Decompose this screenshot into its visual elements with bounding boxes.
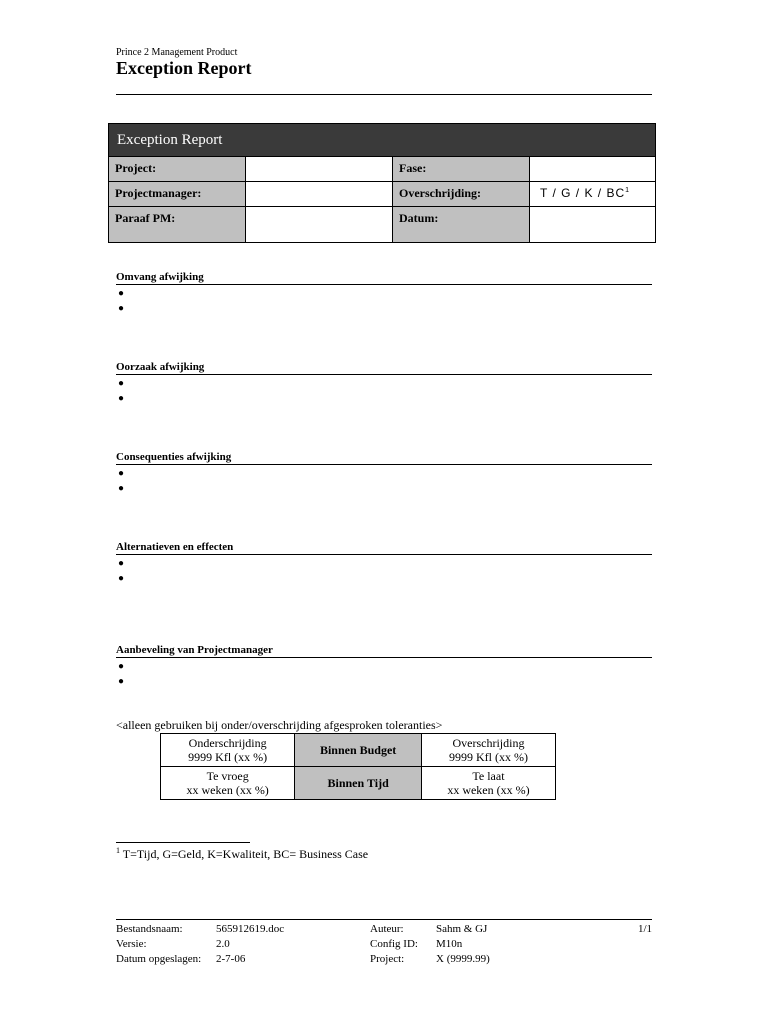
fase-field[interactable] <box>530 157 656 182</box>
section-heading: Alternatieven en effecten <box>116 541 652 555</box>
tolerance-cell-over <box>421 734 555 767</box>
footer-project-label: Project: <box>370 953 405 965</box>
cell-line: 9999 Kfl (xx %) <box>448 750 528 764</box>
footnote-separator <box>116 842 250 843</box>
overschrijding-field[interactable] <box>530 182 656 207</box>
bullet-icon: ● <box>118 573 125 584</box>
footnote <box>116 846 368 862</box>
bullet-list <box>116 555 652 585</box>
section-consequenties-afwijking <box>116 451 652 495</box>
footnote-marker: 1 <box>116 846 120 855</box>
footer-versie-value: 2.0 <box>216 938 230 950</box>
tolerance-cell-early <box>161 767 295 800</box>
tolerance-cell-middle: Binnen Tijd <box>295 767 422 800</box>
bullet-icon: ● <box>118 468 125 479</box>
tolerance-cell-middle: Binnen Budget <box>295 734 422 767</box>
paraaf-pm-label: Paraaf PM: <box>109 207 246 243</box>
footer-datum-label: Datum opgeslagen: <box>116 953 202 965</box>
projectmanager-label: Projectmanager: <box>109 182 246 207</box>
tolerance-cell-late <box>421 767 555 800</box>
cell-line: xx weken (xx %) <box>186 783 269 797</box>
bullet-item[interactable] <box>116 673 652 688</box>
section-alternatieven-effecten <box>116 541 652 585</box>
bullet-icon: ● <box>118 558 125 569</box>
section-heading: Oorzaak afwijking <box>116 361 652 375</box>
footer-page-number: 1/1 <box>638 923 653 935</box>
section-heading: Aanbeveling van Projectmanager <box>116 644 652 658</box>
project-label: Project: <box>109 157 246 182</box>
footer-bestandsnaam-value: 565912619.doc <box>216 923 285 935</box>
bullet-item[interactable] <box>116 375 652 390</box>
bullet-item[interactable] <box>116 555 652 570</box>
fase-label: Fase: <box>393 157 530 182</box>
bullet-icon: ● <box>118 483 125 494</box>
info-table <box>108 123 656 243</box>
section-oorzaak-afwijking <box>116 361 652 405</box>
tolerance-table <box>160 733 556 800</box>
page-title: Exception Report <box>116 58 252 78</box>
bullet-icon: ● <box>118 378 125 389</box>
footer-project-value: X (9999.99) <box>436 953 490 965</box>
cell-line: Te laat <box>472 769 505 783</box>
paraaf-pm-field[interactable] <box>246 207 393 243</box>
tolerance-row-time <box>161 767 556 800</box>
bullet-icon: ● <box>118 661 125 672</box>
bullet-list <box>116 285 652 315</box>
bullet-item[interactable] <box>116 465 652 480</box>
footer-bestandsnaam-label: Bestandsnaam: <box>116 923 183 935</box>
bullet-item[interactable] <box>116 285 652 300</box>
bullet-list <box>116 658 652 688</box>
cell-line: xx weken (xx %) <box>447 783 530 797</box>
bullet-list <box>116 375 652 405</box>
section-heading: Omvang afwijking <box>116 271 652 285</box>
bullet-item[interactable] <box>116 480 652 495</box>
bullet-icon: ● <box>118 288 125 299</box>
bullet-icon: ● <box>118 676 125 687</box>
tolerance-note: <alleen gebruiken bij onder/overschrijding afgesproken toleranties> <box>116 718 443 732</box>
header-divider <box>116 94 652 95</box>
cell-line: Te vroeg <box>206 769 249 783</box>
bullet-item[interactable] <box>116 658 652 673</box>
footer-datum-value: 2-7-06 <box>216 953 246 965</box>
section-aanbeveling-projectmanager <box>116 644 652 688</box>
footer-divider <box>116 919 652 920</box>
tolerance-cell-under <box>161 734 295 767</box>
bullet-item[interactable] <box>116 390 652 405</box>
footer-auteur-value: Sahm & GJ <box>436 923 488 935</box>
bullet-list <box>116 465 652 495</box>
project-field[interactable] <box>246 157 393 182</box>
footer-config-label: Config ID: <box>370 938 418 950</box>
bullet-icon: ● <box>118 393 125 404</box>
bullet-icon: ● <box>118 303 125 314</box>
footer-versie-label: Versie: <box>116 938 147 950</box>
footnote-text: T=Tijd, G=Geld, K=Kwaliteit, BC= Business Case <box>120 847 369 861</box>
overschrijding-value: T / G / K / BC <box>540 186 626 200</box>
overschrijding-label: Overschrijding: <box>393 182 530 207</box>
product-subtitle: Prince 2 Management Product <box>116 47 238 58</box>
section-omvang-afwijking <box>116 271 652 315</box>
bullet-item[interactable] <box>116 300 652 315</box>
footnote-ref: 1 <box>625 187 631 194</box>
cell-line: Overschrijding <box>452 736 525 750</box>
cell-line: Onderschrijding <box>188 736 267 750</box>
projectmanager-field[interactable] <box>246 182 393 207</box>
tolerance-row-budget <box>161 734 556 767</box>
datum-label: Datum: <box>393 207 530 243</box>
footer-auteur-label: Auteur: <box>370 923 404 935</box>
info-table-heading: Exception Report <box>109 124 656 157</box>
footer-config-value: M10n <box>436 938 463 950</box>
cell-line: 9999 Kfl (xx %) <box>188 750 268 764</box>
section-heading: Consequenties afwijking <box>116 451 652 465</box>
datum-field[interactable] <box>530 207 656 243</box>
bullet-item[interactable] <box>116 570 652 585</box>
